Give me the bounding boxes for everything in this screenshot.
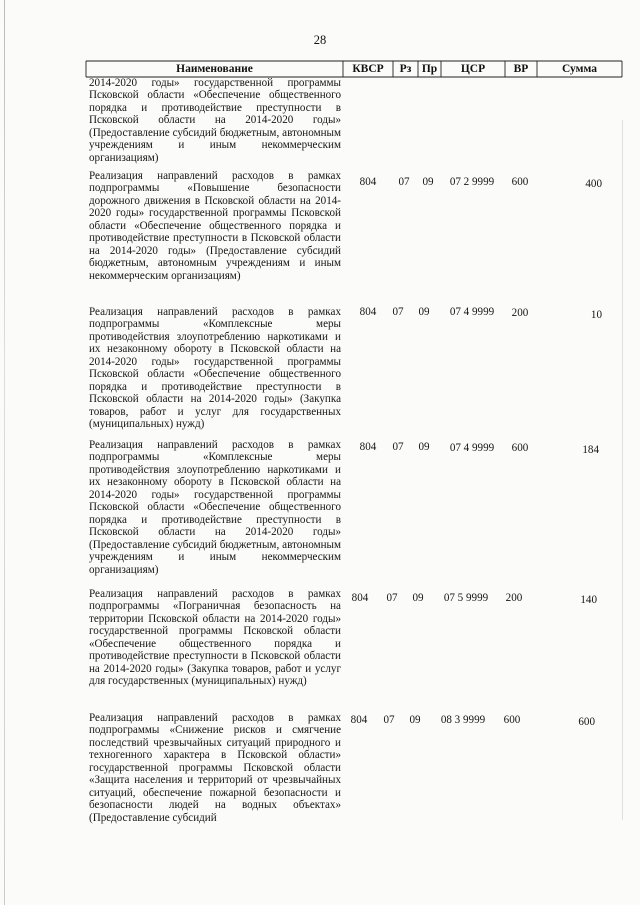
row-pr: 09 [418,306,430,318]
row-csr: 07 5 9999 [443,592,489,604]
page-number: 28 [313,33,327,47]
row-name: Реализация направлений расходов в рамках подпрограммы «Комплексные меры противодействия злоупотреблению наркотиками и их незаконному обороту в Псковской области на 2014-2020 годы» государственной программы Псковской области «Обеспечение общественного порядка и противодействие преступности в Псковской области на 2014-2020 годы» (Предоставление субсидий бюджетным, автономным учреждениям и иным некоммерческим организациям) [89,439,341,576]
header-pr: Пр [421,63,438,75]
row-sum: 400 [585,178,602,190]
row-pr: 09 [418,441,430,453]
header-kvsr: КВСР [352,63,384,75]
row-kvsr: 804 [359,441,377,453]
row-name: 2014-2020 годы» государственной программы Псковской области «Обеспечение общественного порядка и противодействие преступности в Псковской области на 2014-2020 годы» (Предоставление субсидий бюджетным, автономным учреждениям и иным некоммерческим организациям) [89,77,341,164]
row-rz: 07 [392,441,404,453]
row-rz: 07 [398,176,410,188]
row-csr: 07 4 9999 [449,442,495,454]
row-vr: 600 [511,176,529,188]
row-sum: 140 [580,594,597,606]
header-vr: ВР [513,63,529,75]
row-name: Реализация направлений расходов в рамках подпрограммы «Комплексные меры противодействия злоупотреблению наркотиками и их незаконному обороту в Псковской области на 2014-2020 годы» государственной программы Псковской области «Обеспечение общественного порядка и противодействие преступности в Псковской области на 2014-2020 годы» (Закупка товаров, работ и услуг для государственных (муниципальных) нужд) [89,306,341,431]
row-name: Реализация направлений расходов в рамках подпрограммы «Повышение безопасности дорожного движения в Псковской области на 2014-2020 годы» государственной программы Псковской области «Обеспечение общественного порядка и противодействие преступности в Псковской области на 2014-2020 годы» (Предоставление субсидий бюджетным, автономным учреждениям и иным некоммерческим организациям) [89,170,341,282]
row-sum: 184 [582,444,599,456]
row-kvsr: 804 [359,176,377,188]
row-kvsr: 804 [351,592,369,604]
row-vr: 600 [503,714,521,726]
row-csr: 08 3 9999 [440,714,486,726]
row-rz: 07 [392,306,404,318]
row-pr: 09 [422,176,434,188]
row-kvsr: 804 [350,714,368,726]
row-csr: 07 4 9999 [449,306,495,318]
row-sum: 600 [578,716,595,728]
row-rz: 07 [383,714,395,726]
row-vr: 200 [505,592,523,604]
header-sum: Сумма [562,63,597,75]
row-name: Реализация направлений расходов в рамках подпрограммы «Пограничная безопасность на территории Псковской области на 2014-2020 годы» государственной программы Псковской области «Обеспечение общественного порядка и противодействие преступности в Псковской области на 2014-2020 годы» (Закупка товаров, работ и услуг для государственных (муниципальных) нужд) [89,588,341,688]
row-name: Реализация направлений расходов в рамках подпрограммы «Снижение рисков и смягчение последствий чрезвычайных ситуаций природного и техногенного характера в Псковской области» государственной программы Псковской области «Защита населения и территорий от чрезвычайных ситуаций, обеспечение пожарной безопасности и безопасности людей на водных объектах» (Предоставление субсидий [89,712,341,824]
row-vr: 200 [511,307,529,319]
row-pr: 09 [409,714,421,726]
header-csr: ЦСР [460,63,486,75]
row-vr: 600 [511,442,529,454]
row-csr: 07 2 9999 [449,176,495,188]
row-kvsr: 804 [359,306,377,318]
row-pr: 09 [412,592,424,604]
row-rz: 07 [386,592,398,604]
row-sum: 10 [590,309,602,321]
header-rz: Рз [399,63,412,75]
header-name: Наименование [176,63,253,75]
